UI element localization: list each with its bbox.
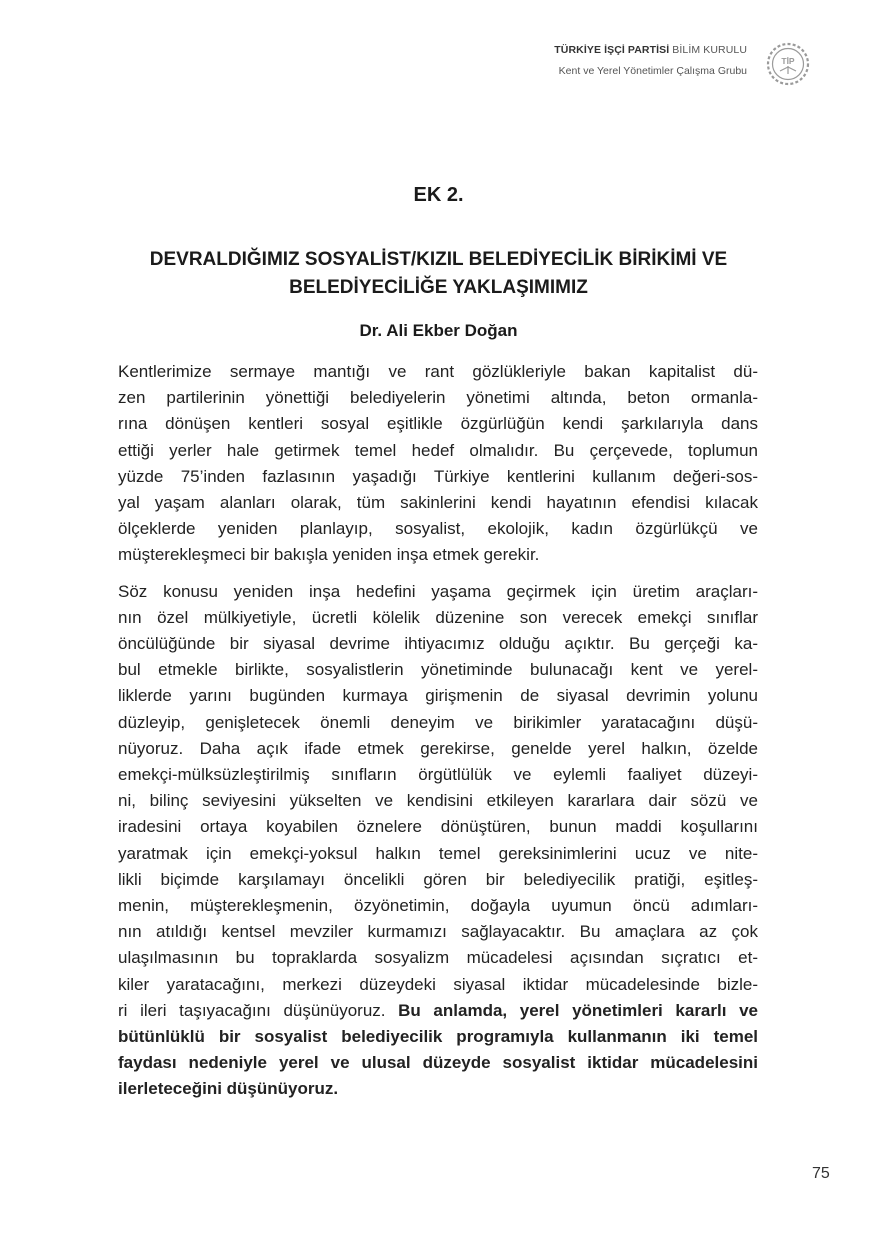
text-line: emekçi-mülksüzleştirilmiş sınıfların örgütlülük ve eylemli faaliyet düzeyi-: [118, 765, 758, 785]
text-line: nın özel mülkiyetiyle, ücretli kölelik düzenine son verecek emekçi sınıflar: [118, 607, 758, 627]
text-line: öncülüğünde bir siyasal devrime ihtiyacımız olduğu açıktır. Bu gerçeği ka-: [118, 634, 758, 654]
text-line: bul etmekle birlikte, sosyalistlerin yönetiminde bulunacağı kent ve yerel-: [118, 660, 758, 680]
text-line: Kentlerimize sermaye mantığı ve rant gözlükleriyle bakan kapitalist dü-: [118, 362, 758, 381]
emphasis-line: faydası nedeniyle yerel ve ulusal düzeyde sosyalist iktidar mücadelesini: [118, 1053, 758, 1073]
text-line: nüyoruz. Daha açık ifade etmek gerekirse, genelde yerel halkın, özelde: [118, 738, 758, 758]
text-run: ri ileri taşıyacağını düşünüyoruz.: [118, 1000, 399, 1020]
appendix-label: EK 2.: [413, 184, 464, 206]
party-logo-icon: [766, 42, 810, 86]
body-text: [118, 359, 758, 1113]
page-title: [100, 246, 777, 302]
text-line: ettiği yerler hale getirmek temel hedef olmalıdır. Bu çerçevede, toplumun: [118, 440, 758, 460]
text-line: nın atıldığı kentsel mevziler kurmamızı sağlayacaktır. Bu amaçlara az çok: [118, 922, 758, 942]
text-line: düzleyip, genişletecek önemli deneyim ve birikimler yaratacağını düşü-: [118, 712, 758, 732]
text-line: ni, bilinç seviyesini yükselten ve kendisini etkileyen kararlara dair sözü ve: [118, 791, 758, 811]
text-line: zen partilerinin yönettiği belediyelerin yönetimi altında, beton ormanla-: [118, 388, 758, 408]
running-header: [554, 44, 747, 77]
text-line: likli biçimde karşılamayı öncelikli gören bir belediyecilik pratiği, eşitleş-: [118, 869, 758, 889]
page-number: 75: [812, 1165, 830, 1182]
text-line: iradesini ortaya koyabilen öznelere dönüştüren, bunun maddi koşullarını: [118, 817, 758, 837]
text-line: ulaşılmasının bu topraklarda sosyalizm mücadelesi açısından sıçratıcı et-: [118, 948, 758, 968]
emphasis-text: Bu anlamda, yerel yönetimleri kararlı ve: [398, 1000, 758, 1020]
text-line: rına dönüşen kentleri sosyal eşitlikle özgürlüğün kendi şarkılarıyla dans: [118, 414, 758, 434]
text-line: Söz konusu yeniden inşa hedefini yaşama geçirmek için üretim araçları-: [118, 581, 758, 601]
title-line-1: DEVRALDIĞIMIZ SOSYALİST/KIZIL BELEDİYECİLİK BİRİKİMİ VE: [149, 249, 728, 270]
header-organization: TÜRKİYE İŞÇİ PARTİSİ BİLİM KURULU: [554, 44, 747, 56]
title-line-2: BELEDİYECİLİĞE YAKLAŞIMIMIZ: [289, 277, 588, 298]
emphasis-line: bütünlüklü bir sosyalist belediyecilik programıyla kullanmanın iki temel: [118, 1027, 758, 1047]
text-line: yaratmak için emekçi-yoksul halkın temel gereksinimlerini ucuz ve nite-: [118, 843, 758, 863]
text-line: müşterekleşmeci bir bakışla yeniden inşa etmek gerekir.: [118, 545, 540, 565]
svg-text:TİP: TİP: [781, 56, 795, 66]
author-name: Dr. Ali Ekber Doğan: [359, 321, 518, 340]
text-line: ölçeklerde yeniden planlayıp, sosyalist, ekolojik, kadın özgürlükçü ve: [118, 519, 758, 539]
text-line: yüzde 75’inden fazlasının yaşadığı Türkiye kentlerini kullanım değeri-sos-: [118, 466, 758, 486]
text-line-mixed: [118, 998, 758, 1024]
paragraph-2: [118, 579, 758, 1103]
text-line: yal yaşam alanları olarak, tüm sakinlerini kendi hayatının efendisi kılacak: [118, 493, 758, 513]
text-line: kiler yaratacağını, merkezi düzeydeki siyasal iktidar mücadelesinde bizle-: [118, 974, 758, 994]
text-line: menin, müşterekleşmenin, özyönetimin, doğayla uyumun öncü adımları-: [118, 896, 758, 916]
emphasis-line: ilerleteceğini düşünüyoruz.: [118, 1079, 339, 1099]
text-line: liklerde yarını bugünden kurmaya girişmenin de siyasal devrimin yolunu: [118, 686, 758, 706]
header-subtitle: Kent ve Yerel Yönetimler Çalışma Grubu: [558, 65, 747, 77]
paragraph-1: [118, 359, 758, 569]
